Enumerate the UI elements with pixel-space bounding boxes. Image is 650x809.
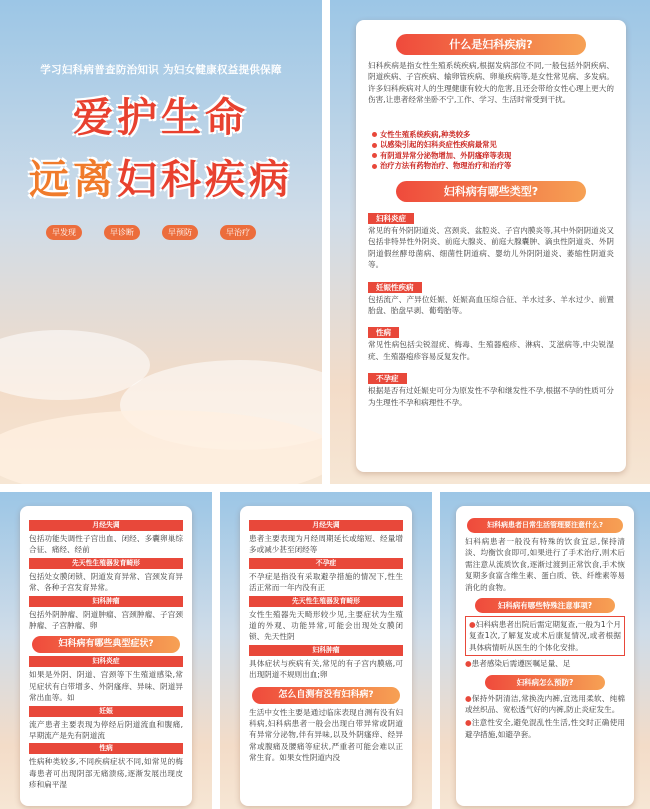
heading-symptoms: 妇科病有哪些典型症状?: [32, 636, 180, 653]
paragraph: 流产患者主要表现为停经后阴道流血和腹痛,早期流产是先有阴道流: [29, 719, 183, 741]
subheading: 先天性生殖器发育畸形: [29, 558, 183, 569]
title-part-a: 远离: [29, 157, 117, 203]
heading-special-notes: 妇科病有哪些特殊注意事项?: [475, 598, 615, 613]
paragraph: 具体症状与疾病有关,常见的有子宫内膜癌,可出现阴道不规则出血;卵: [249, 658, 403, 680]
title-part-b: 妇科疾病: [117, 157, 293, 203]
paragraph: 不孕症是指没有采取避孕措施的情况下,性生活正常而一年内没有正: [249, 571, 403, 593]
section-text: 常见的有外阴阴道炎、宫颈炎、盆腔炎、子宫内膜炎等,其中外阴阴道炎又包括非特异性外阴炎、前庭大腺炎、前庭大腺囊肿、滴虫性阴道炎、外阴阴道假丝酵母菌病、细菌性阴道病、婴幼儿外阴阴道炎、萎缩性阴道炎等。: [368, 226, 614, 270]
subheading: 月经失调: [249, 520, 403, 531]
chip-early-detect: 早发现: [46, 225, 82, 240]
section-pregnancy: [368, 275, 614, 317]
bullet-item: 有阴道异常分泌物增加、外阴瘙痒等表现: [372, 151, 614, 162]
bullet-paragraph: ●妇科病患者出院后需定期复查,一般为1个月复查1次,了解复发或术后康复情况,或者根据具体病情听从医生的个体化安排。: [469, 620, 621, 652]
section-tag: 妇科炎症: [368, 213, 414, 224]
paragraph: 包括外阴肿瘤、阴道肿瘤、宫颈肿瘤、子宫颈肿瘤、子宫肿瘤、卵: [29, 609, 183, 631]
heading-daily-care: 妇科病患者日常生活管理要注意什么?: [467, 518, 623, 533]
paragraph: 妇科病患者一般没有特殊的饮食宜忌,保持清淡、均衡饮食即可,如果进行了手术治疗,则术后需注意从流质饮食,逐渐过渡到正常饮食,手术恢复期多食富含维生素、蛋白质、铁、纤维素等易消化的食物。: [465, 537, 625, 592]
bullet-paragraph: ●保持外阴清洁,常换洗内裤,宜选用柔软、纯棉或丝织品、宽松透气好的内裤,防止炎症发生。: [465, 693, 625, 715]
bullet-item: 女性生殖系统疾病,种类较多: [372, 130, 614, 141]
bullet-item: 治疗方法有药物治疗、物理治疗和治疗等: [372, 161, 614, 172]
type-sections: [356, 202, 626, 408]
info-card: [240, 506, 412, 806]
highlight-box: [465, 616, 625, 656]
chip-early-diagnose: 早诊断: [104, 225, 140, 240]
subheading: 性病: [29, 743, 183, 754]
subheading: 先天性生殖器发育畸形: [249, 596, 403, 607]
paragraph: 生活中女性主要是通过临床表现自测有没有妇科病,妇科病患者一般会出现白带异常或阴道有异常分泌物,伴有异味,以及外阴瘙痒、经异常或腹痛及腰痛等症状,严重者可能会难以正常生育。如果女性阴道内没: [249, 707, 403, 763]
chip-early-treat: 早治疗: [220, 225, 256, 240]
poster-cover: [0, 0, 322, 484]
bullet-text: 患者感染后需遵医嘱足量、足: [471, 659, 571, 669]
section-std: [368, 320, 614, 362]
tagline: 学习妇科病普查防治知识 为妇女健康权益提供保障: [40, 64, 282, 76]
section-inflammation: [368, 206, 614, 271]
subheading: 不孕症: [249, 558, 403, 569]
subheading: 月经失调: [29, 520, 183, 531]
heading-prevention: 妇科病怎么预防?: [485, 675, 605, 690]
intro-paragraph: 妇科疾病是指女性生殖系统疾病,根据发病部位不同,一般包括外阴疾病、阴道疾病、子宫疾病、输卵管疾病、卵巢疾病等,是女性常见病、多发病。许多妇科疾病对人的生理健康有较大的危害,且还会带给女性心理上更大的伤害,让患者经常坐卧不宁,工作、学习、生活时常受到干扰。: [368, 61, 614, 105]
cloud-decoration: [0, 410, 322, 484]
section-tag: 性病: [368, 327, 399, 338]
bullet-text: 注意性安全,避免混乱性生活,性交时正确使用避孕措施,如避孕套。: [465, 718, 625, 739]
chip-early-prevent: 早预防: [162, 225, 198, 240]
bullet-text: 保持外阴清洁,常换洗内裤,宜选用柔软、纯棉或丝织品、宽松透气好的内裤,防止炎症发生。: [465, 693, 625, 715]
section-infertility: [368, 366, 614, 408]
section-text: 常见性病包括尖锐湿疣、梅毒、生殖器疱疹、淋病、艾滋病等,中尖锐湿疣、生殖器疱疹容易反复发作。: [368, 340, 614, 361]
bullet-paragraph: ●注意性安全,避免混乱性生活,性交时正确使用避孕措施,如避孕套。: [465, 718, 625, 739]
section-tag: 妊娠性疾病: [368, 282, 422, 293]
heading-types: 妇科病有哪些类型?: [396, 181, 586, 202]
bullet-paragraph: ●患者感染后需遵医嘱足量、足: [465, 659, 571, 669]
bullet-item: 以感染引起的妇科炎症性疾病最常见: [372, 140, 614, 151]
heading-what-is: 什么是妇科疾病?: [396, 34, 586, 55]
bullet-list: [356, 106, 626, 172]
paragraph: 性病种类较多,不同疾病症状不同,如常见的梅毒患者可出现阴部无痛溃疡,逐渐发展出现皮疹和扁平湿: [29, 757, 183, 790]
info-card: [356, 20, 626, 472]
poster-what-is: [330, 0, 650, 484]
info-card: [20, 506, 192, 806]
main-title-line1: 爱护生命: [73, 95, 249, 141]
info-card: [456, 506, 634, 806]
paragraph: 包括处女膜闭锁、阴道发育异常、宫颈发育异常、各种子宫发育异常。: [29, 571, 183, 593]
main-title-line2: [0, 148, 322, 205]
subheading: 妇科炎症: [29, 656, 183, 667]
bullet-text: 妇科病患者出院后需定期复查,一般为1个月复查1次,了解复发或术后康复情况,或者根据具体病情听从医生的个体化安排。: [469, 620, 621, 652]
section-tag: 不孕症: [368, 373, 407, 384]
subheading: 妇科肿瘤: [29, 596, 183, 607]
subheading: 妇科肿瘤: [249, 645, 403, 656]
paragraph: 包括功能失调性子宫出血、闭经、多囊卵巢综合征、痛经、经前: [29, 534, 183, 555]
section-text: 根据是否有过妊娠史可分为原发性不孕和继发性不孕,根据不孕的性质可分为生理性不孕和病理性不孕。: [368, 386, 614, 407]
paragraph: 女性生殖器先天畸形较少见,主要症状为生殖道的外观、功能异常,可能会出现处女膜闭锁、先天性阴: [249, 609, 403, 642]
paragraph: 患者主要表现为月经周期延长或缩短、经量增多或减少甚至闭经等: [249, 534, 403, 555]
poster-daily-care: [440, 492, 650, 809]
section-text: 包括流产、产异位妊娠、妊娠高血压综合征、羊水过多、羊水过少、前置胎盘、胎盘早剥、葡萄胎等。: [368, 294, 614, 316]
poster-symptoms: [0, 492, 212, 809]
subheading: 妊娠: [29, 706, 183, 717]
paragraph: 如果是外阴、阴道、宫颈等下生殖道感染,常见症状有白带增多、外阴瘙痒、异味、阴道异常出血等。如: [29, 670, 183, 703]
poster-self-check: [220, 492, 432, 809]
heading-self-check: 怎么自测有没有妇科病?: [252, 687, 400, 704]
